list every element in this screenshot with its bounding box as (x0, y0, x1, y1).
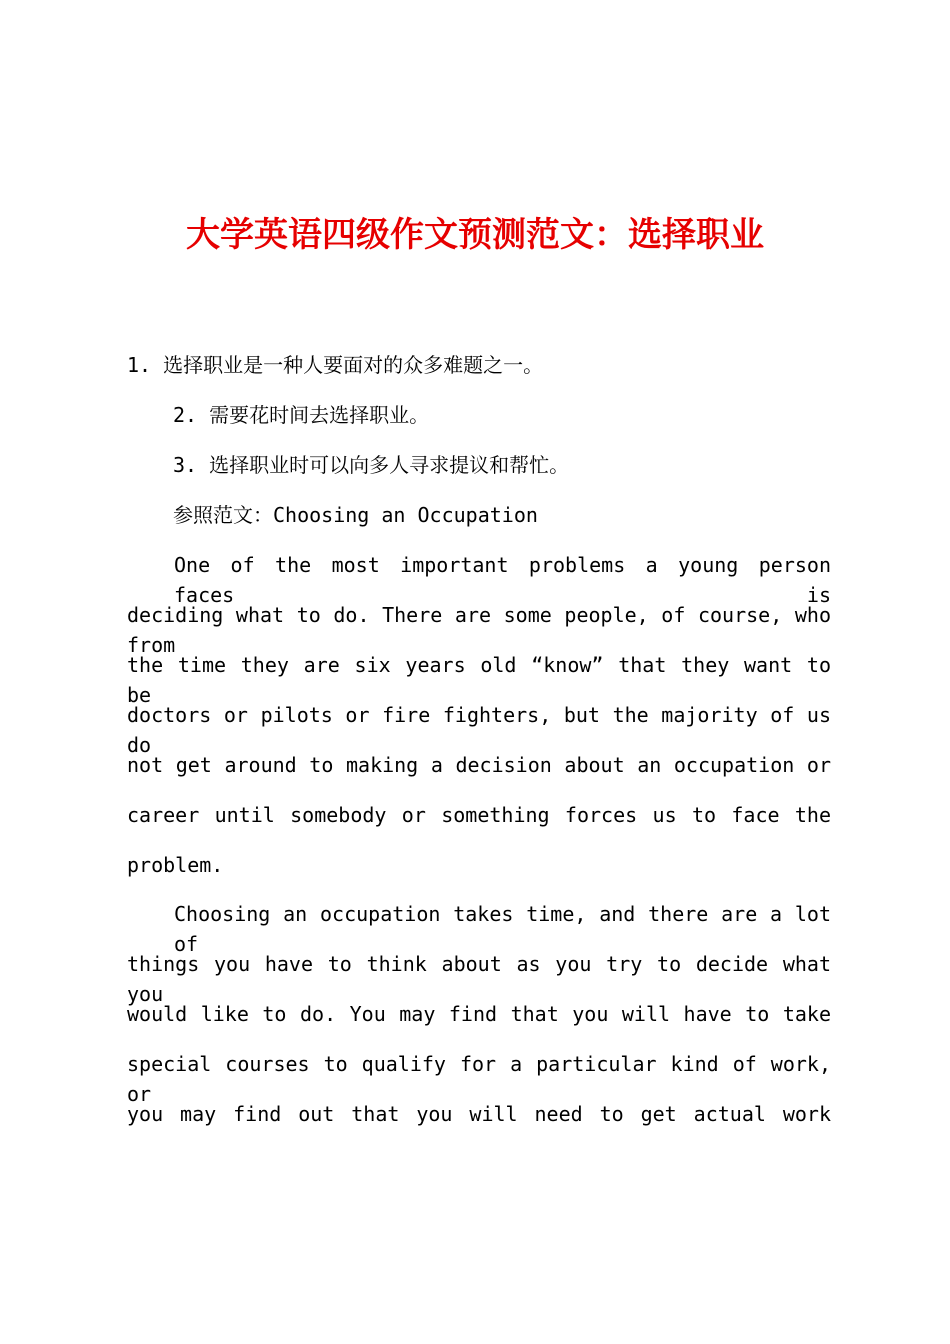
paragraph-line: deciding what to do. There are some people, of course, who from (127, 603, 831, 657)
paragraph-line: One of the most important problems a young person faces is (174, 553, 831, 607)
essay-paragraph-2 (127, 899, 831, 1149)
paragraph-line: the time they are six years old “know” that they want to be (127, 653, 831, 707)
page-title: 大学英语四级作文预测范文：选择职业 (186, 215, 764, 255)
paragraph-line: not get around to making a decision about an occupation or (127, 753, 831, 777)
paragraph-line: Choosing an occupation takes time, and there are a lot of (174, 902, 831, 956)
paragraph-line: problem. (127, 853, 224, 877)
reference-essay-title: 参照范文：Choosing an Occupation (173, 503, 538, 527)
paragraph-line: special courses to qualify for a particular kind of work, or (127, 1052, 831, 1106)
paragraph-line: career until somebody or something forces us to face the (127, 803, 831, 827)
paragraph-line: would like to do. You may find that you will have to take (127, 1002, 831, 1026)
paragraph-line: things you have to think about as you try to decide what you (127, 952, 831, 1006)
paragraph-line: you may find out that you will need to get actual work (127, 1102, 831, 1126)
outline-item-1: 1. 选择职业是一种人要面对的众多难题之一。 (127, 353, 544, 377)
essay-paragraph-1 (127, 550, 831, 900)
outline-item-2: 2. 需要花时间去选择职业。 (173, 403, 430, 427)
paragraph-line: doctors or pilots or fire fighters, but the majority of us do (127, 703, 831, 757)
outline-item-3: 3. 选择职业时可以向多人寻求提议和帮忙。 (173, 453, 570, 477)
